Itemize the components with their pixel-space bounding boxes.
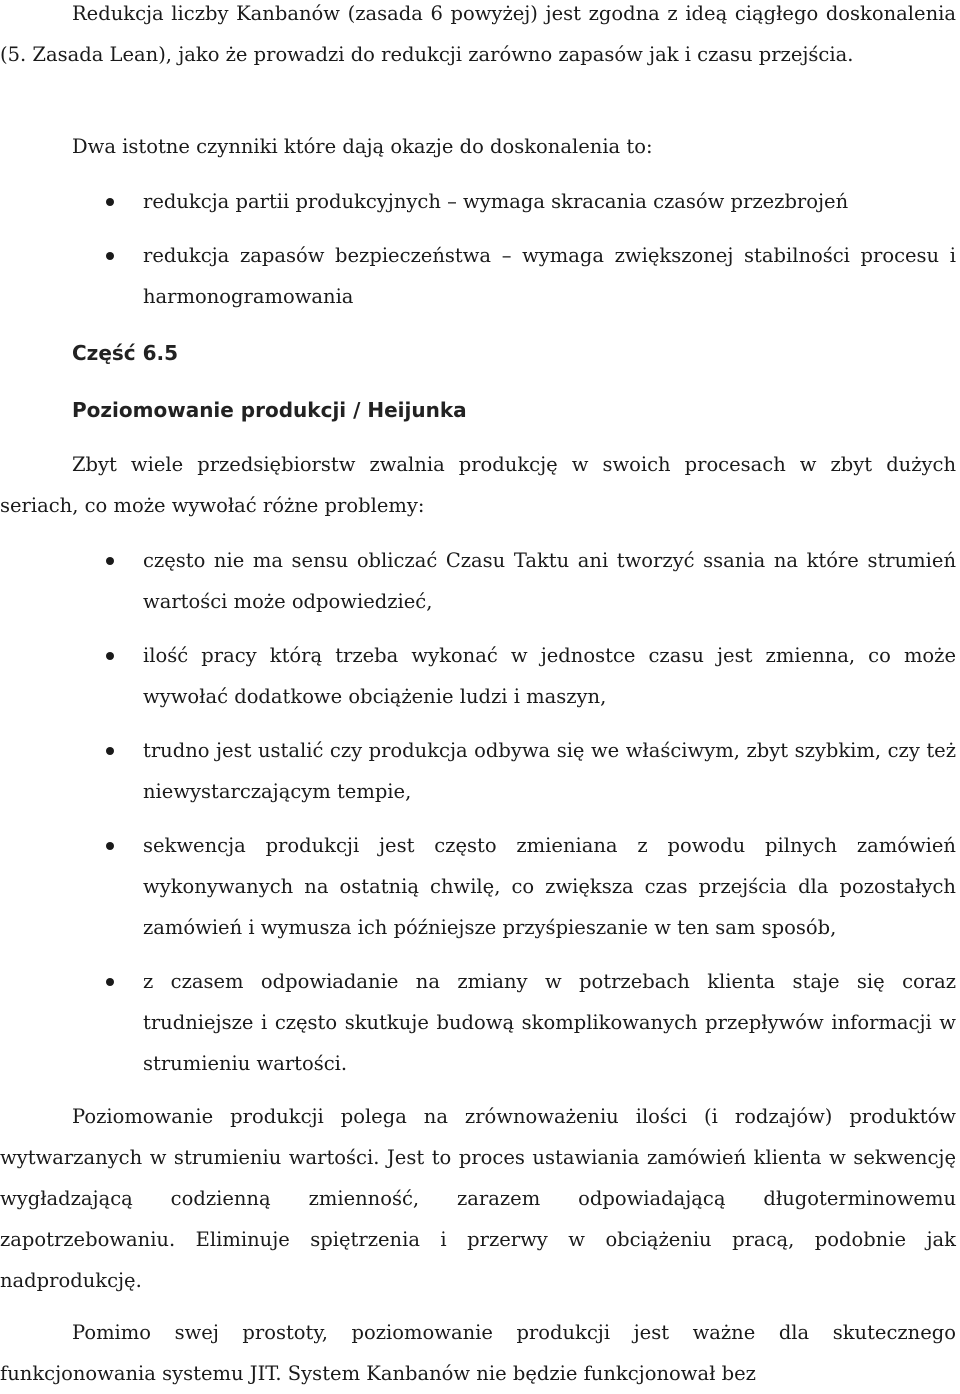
bullet-icon	[106, 842, 114, 850]
bullet-icon	[106, 747, 114, 755]
problems-list	[0, 540, 956, 1084]
improvement-factors-list	[0, 181, 956, 317]
bullet-icon	[106, 652, 114, 660]
part-heading: Część 6.5	[72, 341, 179, 365]
paragraph-improvement-factors: Dwa istotne czynniki które dają okazje do doskonalenia to:	[72, 135, 653, 158]
list-item-text: redukcja partii produkcyjnych – wymaga skracania czasów przezbrojeń	[143, 190, 849, 213]
list-item-text: z czasem odpowiadanie na zmiany w potrzebach klienta staje się coraz trudniejsze i często skutkuje budową skomplikowanych przepływów informacji w strumieniu wartości.	[143, 970, 956, 1075]
list-item-text: redukcja zapasów bezpieczeństwa – wymaga zwiększonej stabilności procesu i harmonogramowania	[143, 244, 956, 308]
list-item	[0, 181, 956, 222]
list-item	[0, 540, 956, 622]
paragraph-leveling-definition: Poziomowanie produkcji polega na zrównoważeniu ilości (i rodzajów) produktów wytwarzanych w strumieniu wartości. Jest to proces ustawiania zamówień klienta w sekwencję wygładzającą codzienną zmienność, zarazem odpowiadającą długoterminowemu zapotrzebowaniu. Eliminuje spiętrzenia i przerwy w obciążeniu pracą, podobnie jak nadprodukcję.	[0, 1105, 956, 1292]
list-item	[0, 730, 956, 812]
section-heading: Poziomowanie produkcji / Heijunka	[72, 398, 467, 422]
list-item	[0, 635, 956, 717]
paragraph-kanban-reduction: Redukcja liczby Kanbanów (zasada 6 powyżej) jest zgodna z ideą ciągłego doskonalenia (5. Zasada Lean), jako że prowadzi do redukcji zarówno zapasów jak i czasu przejścia.	[0, 2, 956, 66]
list-item-text: ilość pracy którą trzeba wykonać w jednostce czasu jest zmienna, co może wywołać dodatkowe obciążenie ludzi i maszyn,	[143, 644, 956, 708]
bullet-icon	[106, 557, 114, 565]
bullet-icon	[106, 252, 114, 260]
bullet-icon	[106, 978, 114, 986]
list-item-text: często nie ma sensu obliczać Czasu Taktu ani tworzyć ssania na które strumień wartości może odpowiedzieć,	[143, 549, 956, 613]
list-item	[0, 235, 956, 317]
list-item	[0, 961, 956, 1084]
list-item-text: sekwencja produkcji jest często zmieniana z powodu pilnych zamówień wykonywanych na ostatnią chwilę, co zwiększa czas przejścia dla pozostałych zamówień i wymusza ich późniejsze przyśpieszanie w ten sam sposób,	[143, 834, 956, 939]
paragraph-large-batches: Zbyt wiele przedsiębiorstw zwalnia produkcję w swoich procesach w zbyt dużych seriach, co może wywołać różne problemy:	[0, 453, 956, 517]
list-item	[0, 825, 956, 948]
list-item-text: trudno jest ustalić czy produkcja odbywa się we właściwym, zbyt szybkim, czy też niewystarczającym tempie,	[143, 739, 956, 803]
bullet-icon	[106, 198, 114, 206]
paragraph-leveling-importance: Pomimo swej prostoty, poziomowanie produkcji jest ważne dla skutecznego funkcjonowania systemu JIT. System Kanbanów nie będzie funkcjonował bez	[0, 1321, 956, 1385]
